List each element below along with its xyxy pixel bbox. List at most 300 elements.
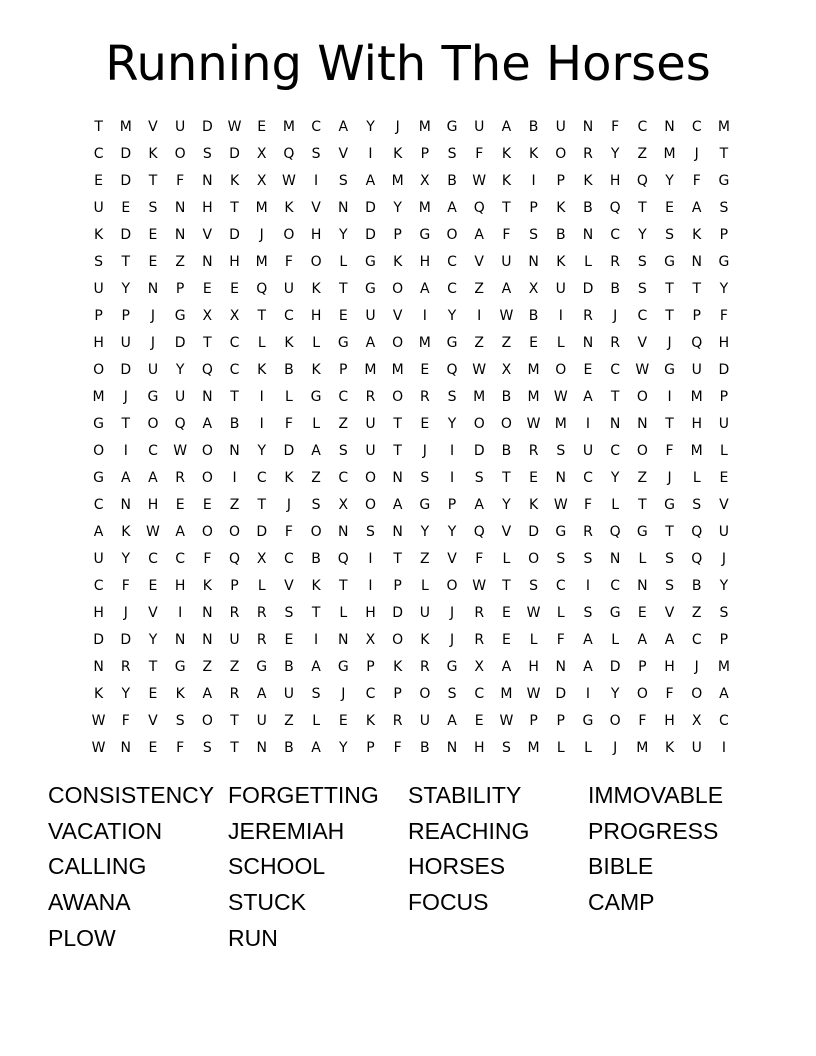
grid-letter: Y [257,443,266,459]
grid-letter: D [256,524,268,540]
grid-letter: S [338,173,348,189]
grid-letter: G [419,497,431,513]
grid-letter: A [664,632,675,648]
grid-letter: K [393,254,403,270]
grid-letter: C [447,254,457,270]
grid-row [85,276,738,303]
grid-letter: S [637,254,647,270]
grid-letter: T [230,389,239,405]
grid-letter: K [148,146,158,162]
grid-letter: M [717,659,730,675]
grid-letter: K [94,227,104,243]
grid-letter: E [148,686,158,702]
word-list-item: STUCK [228,889,306,916]
grid-letter: P [339,362,348,378]
grid-letter: I [314,632,319,648]
grid-letter: Y [447,524,457,540]
grid-letter: D [229,146,240,162]
grid-letter: D [120,362,132,378]
grid-letter: O [364,497,376,513]
grid-letter: G [446,659,458,675]
grid-letter: I [368,146,373,162]
grid-letter: Y [420,524,430,540]
grid-letter: U [419,605,430,621]
grid-row [85,330,738,357]
grid-letter: O [93,443,105,459]
grid-letter: A [474,227,484,243]
grid-letter: N [446,740,458,756]
grid-letter: Z [229,659,240,675]
grid-letter: S [284,605,294,621]
grid-letter: O [201,524,213,540]
grid-letter: L [611,632,620,648]
grid-letter: C [229,362,240,378]
grid-letter: V [148,713,158,729]
grid-letter: K [311,578,321,594]
grid-letter: K [529,146,539,162]
grid-letter: G [93,470,105,486]
grid-letter: P [366,740,375,756]
word-list-item: CONSISTENCY [48,782,215,808]
grid-letter: L [339,254,348,270]
grid-letter: P [692,308,701,324]
grid-letter: N [174,200,186,216]
grid-letter: R [583,146,593,162]
grid-letter: K [583,173,593,189]
grid-row [85,735,738,762]
grid-letter: E [420,362,430,378]
grid-letter: U [93,281,104,297]
grid-letter: J [123,605,128,621]
grid-letter: R [256,605,267,621]
grid-letter: P [529,713,538,729]
grid-letter: C [284,551,294,567]
grid-letter: G [310,389,322,405]
grid-letter: E [148,254,158,270]
grid-letter: N [582,119,594,135]
grid-letter: P [366,659,375,675]
grid-letter: R [229,686,240,702]
grid-letter: Q [256,281,268,297]
grid-letter: R [474,632,485,648]
grid-letter: M [554,416,567,432]
grid-letter: Q [691,524,703,540]
grid-letter: A [311,740,321,756]
grid-letter: T [148,659,158,675]
grid-letter: F [475,146,484,162]
grid-letter: O [636,443,648,459]
grid-letter: U [93,551,104,567]
grid-letter: D [392,605,404,621]
grid-letter: N [338,524,349,540]
grid-letter: W [553,497,568,513]
grid-letter: Q [473,200,485,216]
grid-letter: F [502,227,511,243]
grid-letter: V [284,578,294,594]
grid-row [85,600,738,627]
grid-letter: Q [174,416,186,432]
grid-letter: N [229,443,240,459]
grid-letter: S [692,497,702,513]
grid-letter: A [719,686,729,702]
grid-letter: J [721,551,726,567]
grid-letter: K [175,686,185,702]
grid-letter: E [420,416,430,432]
grid-letter: C [637,119,648,135]
grid-letter: E [338,713,348,729]
word-list-item: RUN [228,924,278,951]
grid-letter: E [230,281,239,297]
grid-letter: G [365,281,376,297]
grid-letter: C [229,335,240,351]
grid-letter: P [638,659,647,675]
grid-letter: S [719,605,729,621]
word-list-item: BIBLE [588,853,654,880]
grid-letter: X [256,173,267,189]
grid-letter: E [148,740,158,756]
grid-letter: O [201,470,213,486]
grid-letter: G [174,308,186,324]
grid-letter: N [392,524,403,540]
grid-letter: K [501,146,511,162]
grid-letter: Q [446,362,458,378]
grid-letter: S [420,470,430,486]
grid-letter: N [392,470,403,486]
grid-letter: R [365,389,376,405]
grid-letter: N [120,740,132,756]
grid-letter: H [147,497,159,513]
grid-letter: W [146,524,160,540]
word-list-item: FORGETTING [228,782,379,808]
grid-letter: S [529,578,539,594]
grid-letter: O [528,551,540,567]
grid-letter: T [719,146,729,162]
grid-letter: W [526,605,541,621]
grid-letter: U [365,308,376,324]
grid-letter: S [556,443,566,459]
grid-letter: B [284,659,294,675]
grid-letter: E [148,578,158,594]
grid-letter: U [474,119,485,135]
grid-letter: L [638,551,647,567]
grid-letter: T [692,281,701,297]
grid-letter: R [583,308,593,324]
grid-letter: Z [420,551,430,567]
grid-letter: D [283,443,295,459]
grid-letter: G [365,254,376,270]
grid-row [85,708,738,735]
grid-letter: K [229,173,240,189]
grid-letter: O [392,335,404,351]
grid-letter: R [175,470,186,486]
grid-letter: J [667,335,672,351]
grid-letter: O [147,416,159,432]
grid-letter: G [446,335,458,351]
grid-letter: H [609,173,621,189]
grid-letter: H [310,227,322,243]
grid-letter: G [256,659,268,675]
grid-letter: D [120,632,132,648]
grid-letter: L [692,470,701,486]
grid-letter: S [583,605,593,621]
grid-letter: O [392,632,404,648]
grid-letter: M [500,686,513,702]
grid-letter: L [611,497,620,513]
grid-letter: S [175,713,185,729]
grid-letter: N [338,200,349,216]
grid-letter: F [121,578,130,594]
grid-letter: F [665,686,674,702]
grid-letter: E [529,335,539,351]
grid-letter: W [173,443,188,459]
grid-letter: N [555,659,567,675]
grid-letter: H [691,416,702,432]
word-list-item: REACHING [408,817,530,844]
grid-letter: I [422,308,427,324]
grid-letter: M [690,443,703,459]
grid-letter: R [610,254,621,270]
grid-letter: A [691,200,702,216]
grid-letter: E [338,308,348,324]
grid-letter: I [314,173,319,189]
grid-letter: Y [175,362,185,378]
grid-letter: G [664,254,675,270]
grid-letter: I [667,389,672,405]
grid-letter: F [665,443,674,459]
grid-letter: T [610,389,620,405]
grid-letter: D [365,200,376,216]
grid-letter: O [201,713,213,729]
grid-letter: F [284,524,293,540]
grid-letter: A [311,659,321,675]
grid-letter: V [474,254,484,270]
grid-letter: Y [339,740,348,756]
grid-letter: M [690,389,703,405]
grid-letter: O [419,686,431,702]
grid-letter: J [667,470,672,486]
grid-letter: S [447,146,457,162]
grid-letter: E [257,119,267,135]
grid-letter: Q [636,173,648,189]
grid-letter: M [418,119,431,135]
grid-letter: S [719,200,729,216]
grid-letter: P [393,578,402,594]
word-list-item: AWANA [48,889,131,916]
grid-letter: L [584,254,592,270]
grid-letter: C [148,443,158,459]
grid-letter: N [147,281,159,297]
grid-letter: U [582,443,594,459]
grid-letter: M [418,335,431,351]
grid-letter: E [637,605,647,621]
grid-letter: O [93,362,105,378]
grid-letter: C [610,227,621,243]
grid-letter: S [311,686,321,702]
grid-letter: Z [637,146,648,162]
grid-letter: C [284,308,294,324]
grid-letter: N [609,551,621,567]
grid-letter: R [419,389,430,405]
grid-letter: B [610,281,620,297]
grid-letter: D [365,227,376,243]
grid-letter: G [419,227,431,243]
grid-row [85,114,738,141]
grid-letter: T [230,713,239,729]
grid-letter: W [472,362,487,378]
grid-letter: T [148,173,158,189]
grid-letter: M [527,740,540,756]
grid-letter: N [528,254,539,270]
grid-letter: N [338,632,349,648]
grid-letter: G [93,416,105,432]
grid-letter: S [474,470,484,486]
grid-letter: R [474,605,485,621]
grid-letter: N [637,578,648,594]
grid-letter: N [174,632,186,648]
grid-letter: N [120,497,132,513]
grid-letter: N [202,632,213,648]
grid-letter: U [691,740,702,756]
grid-letter: Y [665,173,674,189]
grid-letter: K [311,281,321,297]
grid-letter: C [637,308,648,324]
grid-letter: T [230,200,239,216]
grid-letter: M [663,146,676,162]
grid-row [85,222,738,249]
grid-letter: T [257,497,266,513]
grid-letter: U [175,389,186,405]
grid-row [85,303,738,330]
grid-letter: A [392,497,403,513]
grid-letter: J [341,686,346,702]
grid-letter: E [529,470,539,486]
grid-letter: Q [283,146,295,162]
grid-letter: J [694,659,699,675]
grid-letter: T [502,470,511,486]
grid-letter: L [312,416,320,432]
grid-letter: L [720,443,728,459]
grid-letter: Y [638,227,647,243]
grid-row [85,195,738,222]
grid-letter: Y [393,200,402,216]
grid-letter: A [202,416,213,432]
grid-letter: P [393,227,402,243]
grid-letter: Y [339,227,348,243]
grid-letter: E [501,632,511,648]
grid-letter: T [257,308,266,324]
grid-letter: H [93,605,104,621]
grid-letter: H [664,659,675,675]
grid-letter: L [556,605,565,621]
grid-letter: A [120,470,131,486]
grid-letter: X [501,362,512,378]
grid-letter: A [583,632,593,648]
grid-letter: S [338,443,348,459]
grid-letter: C [148,551,158,567]
grid-letter: D [93,632,104,648]
grid-letter: A [583,659,593,675]
word-list-item: FOCUS [408,889,489,916]
grid-letter: J [123,389,128,405]
grid-letter: K [393,146,403,162]
grid-letter: A [365,173,376,189]
grid-letter: E [202,497,212,513]
grid-letter: S [94,254,104,270]
grid-letter: M [364,362,377,378]
grid-letter: L [312,335,320,351]
word-list-item: CALLING [48,853,147,880]
grid-row [85,438,738,465]
grid-letter: A [338,119,349,135]
grid-letter: S [202,740,212,756]
grid-letter: Z [229,497,240,513]
grid-letter: W [499,713,514,729]
grid-letter: O [229,524,241,540]
grid-letter: X [256,551,267,567]
grid-letter: M [255,200,268,216]
grid-letter: S [529,227,539,243]
grid-letter: Y [447,416,457,432]
grid-letter: L [312,713,320,729]
grid-letter: O [201,443,213,459]
grid-letter: G [446,119,458,135]
grid-letter: H [419,254,431,270]
grid-letter: Q [201,362,213,378]
grid-letter: W [553,389,568,405]
grid-letter: B [311,551,321,567]
grid-letter: M [255,254,268,270]
grid-letter: T [665,281,674,297]
grid-letter: K [365,713,376,729]
grid-letter: G [636,524,648,540]
grid-letter: J [613,740,618,756]
grid-letter: O [555,362,567,378]
grid-letter: E [474,713,484,729]
grid-letter: T [393,443,402,459]
grid-letter: H [664,713,675,729]
grid-letter: E [175,497,185,513]
grid-letter: Z [691,605,702,621]
grid-letter: H [528,659,539,675]
grid-letter: M [527,389,540,405]
grid-letter: S [202,146,212,162]
grid-letter: W [91,740,106,756]
grid-letter: H [229,254,240,270]
grid-letter: P [719,389,729,405]
grid-letter: G [718,173,730,189]
grid-letter: Y [366,119,375,135]
grid-letter: T [121,416,131,432]
grid-row [85,465,738,492]
grid-letter: S [665,578,674,594]
grid-row [85,519,738,546]
grid-letter: K [664,740,675,756]
grid-letter: O [555,146,567,162]
grid-letter: F [692,173,701,189]
grid-letter: V [664,605,675,621]
grid-letter: J [613,308,618,324]
grid-letter: M [636,740,649,756]
grid-letter: W [635,362,650,378]
grid-letter: N [202,389,213,405]
grid-letter: U [283,686,295,702]
grid-letter: H [202,200,213,216]
grid-letter: W [472,173,487,189]
grid-letter: Q [473,524,485,540]
grid-letter: O [691,686,703,702]
grid-letter: K [501,173,511,189]
grid-row [85,357,738,384]
